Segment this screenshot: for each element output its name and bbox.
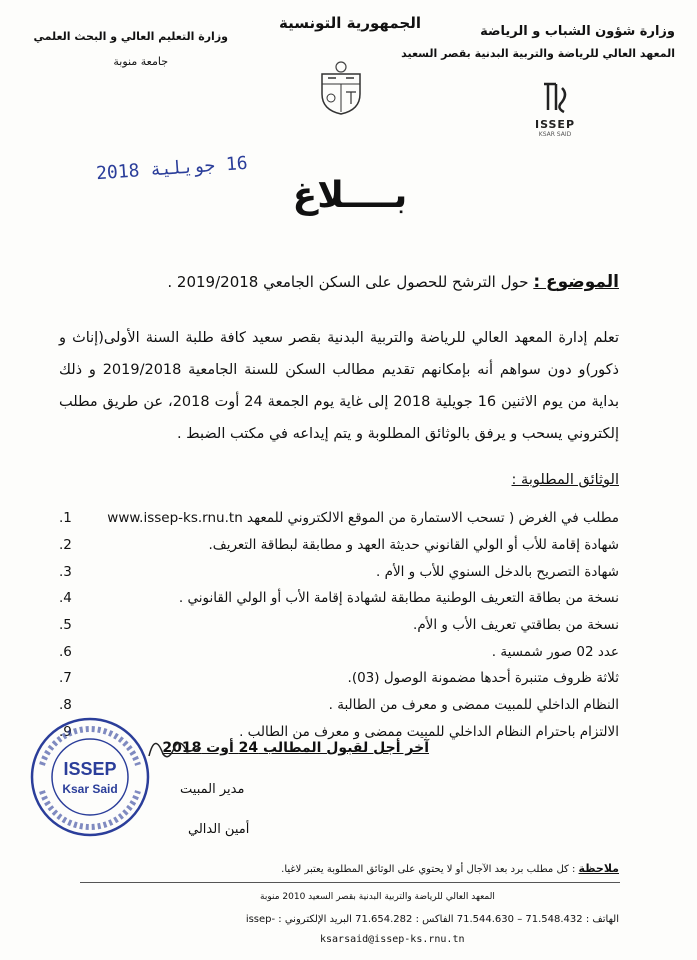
footer-contact: الهاتف : 71.548.432 – 71.544.630 الفاكس : 71.654.282 البريد الإلكتروني : -issep — [245, 914, 619, 925]
item-number: 9. — [59, 723, 72, 740]
list-item — [59, 505, 619, 532]
item-text: الالتزام باحترام النظام الداخلي للمبيت ممضى و معرف من الطالب . — [239, 723, 619, 740]
note-line — [281, 862, 619, 875]
documents-title: الوثائق المطلوبة : — [511, 472, 619, 488]
date-stamp: 16 جويلية 2018 — [95, 152, 249, 185]
logo-text: ISSEP — [534, 118, 576, 131]
issep-logo — [520, 80, 590, 138]
page-title: بــــلاغ — [292, 175, 408, 216]
item-number: 2. — [59, 537, 72, 554]
item-text: نسخة من بطاقة التعريف الوطنية مطابقة لشهادة إقامة الأب أو الولي القانوني . — [178, 590, 619, 607]
header-center — [250, 14, 450, 32]
director-signature-label: مدير المبيت — [180, 782, 245, 797]
note-label: ملاحظة — [578, 862, 619, 875]
item-text: مطلب في الغرض ( تسحب الاستمارة من الموقع الالكتروني للمعهد www.issep-ks.rnu.tn — [107, 510, 619, 527]
documents-list — [59, 505, 619, 745]
item-number: 1. — [59, 510, 72, 527]
header-left — [28, 30, 228, 68]
item-number: 3. — [59, 563, 72, 580]
note-text: : كل مطلب برد بعد الآجال أو لا يحتوي على الوثائق المطلوبة يعتبر لاغيا. — [281, 864, 576, 875]
subject-text: حول الترشح للحصول على السكن الجامعي 2019/2018 . — [167, 273, 529, 291]
footer-divider — [80, 882, 620, 883]
deadline-line: آخر أجل لقبول المطالب 24 أوت 2018 — [162, 740, 429, 756]
official-stamp-icon — [28, 715, 153, 840]
issep-logo-icon — [538, 80, 572, 114]
item-text: شهادة إقامة للأب أو الولي القانوني حديثة العهد و مطابقة لبطاقة التعريف. — [208, 537, 619, 554]
footer-address: المعهد العالي للرياضة والتربية البدنية بقصر السعيد 2010 منوبة — [260, 892, 495, 902]
body-paragraph: تعلم إدارة المعهد العالي للرياضة والتربية البدنية بقصر سعيد كافة طلبة السنة الأولى(إناث و ذكور)و دون سواهم أنه بإمكانهم تقديم مطالب السكن للسنة الجامعية 2019/2018 و ذلك بداية من يوم الاثنين 16 جويلية 2018 إلى غاية يوم الجمعة 24 أوت 2018، عن طريق مطلب إلكتروني يسحب و يرفق بالوثائق المطلوبة و يتم إيداعه في مكتب الضبط . — [59, 330, 619, 442]
item-number: 4. — [59, 590, 72, 607]
item-text: نسخة من بطاقتي تعريف الأب و الأم. — [413, 617, 619, 634]
list-item — [59, 665, 619, 692]
list-item — [59, 585, 619, 612]
institute-name: المعهد العالي للرياضة والتربية البدنية بقصر السعيد — [401, 47, 675, 60]
item-text: شهادة التصريح بالدخل السنوي للأب و الأم . — [376, 563, 619, 580]
item-number: 5. — [59, 617, 72, 634]
handwritten-signature — [145, 728, 205, 768]
list-item — [59, 612, 619, 639]
item-text: عدد 02 صور شمسية . — [491, 643, 619, 660]
footer-email: ksarsaid@issep-ks.rnu.tn — [320, 934, 465, 945]
list-item — [59, 638, 619, 665]
item-number: 7. — [59, 670, 72, 687]
list-item — [59, 558, 619, 585]
treasurer-signature-label: أمين الدالي — [188, 822, 250, 837]
item-text: ثلاثة ظروف متنبرة أحدها مضمونة الوصول (03). — [347, 670, 619, 687]
stamp-subtext: Ksar Said — [62, 782, 118, 796]
ministry-higher-education: وزارة التعليم العالي و البحث العلمي — [33, 30, 228, 43]
ministry-youth-sports: وزارة شؤون الشباب و الرياضة — [480, 24, 675, 39]
list-item — [59, 532, 619, 559]
university-name: جامعة منوبة — [113, 55, 168, 68]
item-number: 6. — [59, 643, 72, 660]
item-text: النظام الداخلي للمبيت ممضى و معرف من الطالبة . — [328, 697, 619, 714]
logo-subtext: KSAR SAID — [538, 131, 572, 138]
subject-label: الموضوع : — [533, 272, 619, 292]
tunisia-emblem-icon — [318, 60, 364, 116]
subject-line — [59, 272, 619, 292]
stamp-text: ISSEP — [63, 759, 117, 779]
republic-title: الجمهورية التونسية — [279, 14, 421, 32]
item-number: 8. — [59, 697, 72, 714]
